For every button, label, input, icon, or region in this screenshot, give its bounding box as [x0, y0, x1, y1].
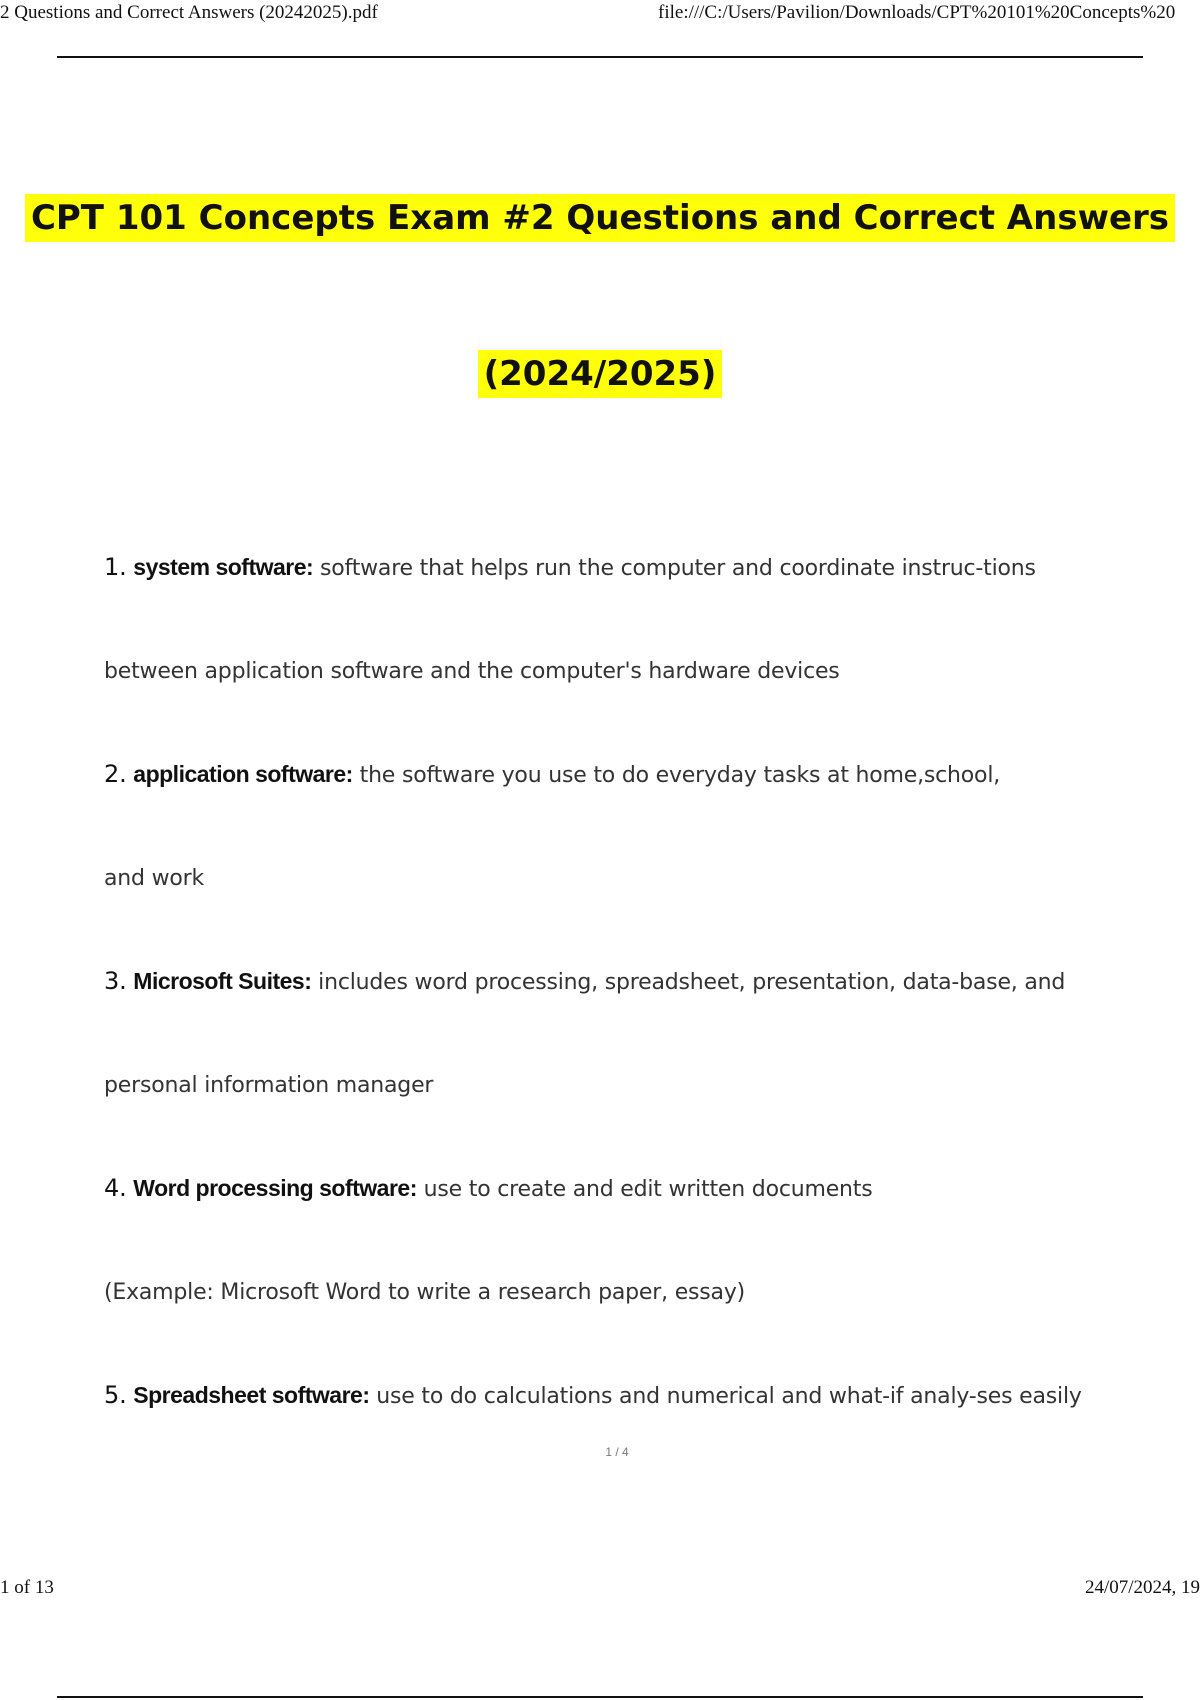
item-number: 2.: [104, 760, 127, 788]
item-definition: the software you use to do everyday tasks at home,school,: [359, 763, 1001, 788]
list-item: [104, 930, 1124, 1137]
item-definition-continued: personal information manager: [104, 1073, 434, 1098]
document-title: [0, 198, 1200, 238]
document-title-line1: CPT 101 Concepts Exam #2 Questions and Correct Answers: [25, 194, 1175, 242]
item-term: Spreadsheet software:: [133, 1382, 370, 1408]
item-term: system software:: [133, 554, 314, 580]
print-header: [0, 0, 1200, 28]
question-answer-list: [104, 516, 1124, 1448]
item-number: 5.: [104, 1381, 127, 1409]
list-item-line: [104, 1344, 1124, 1448]
item-number: 3.: [104, 967, 127, 995]
header-divider: [57, 56, 1143, 58]
item-definition-continued: between application software and the computer's hardware devices: [104, 659, 840, 684]
list-item-line: [104, 930, 1124, 1034]
list-item: [104, 516, 1124, 723]
item-definition: includes word processing, spreadsheet, presentation, data-base, and: [318, 970, 1066, 995]
print-header-doc-name: 2 Questions and Correct Answers (20242025).pdf: [0, 2, 378, 23]
document-title-year: [0, 354, 1200, 394]
list-item: [104, 723, 1124, 930]
item-number: 4.: [104, 1174, 127, 1202]
item-definition: use to do calculations and numerical and what-if analy-ses easily: [376, 1384, 1082, 1409]
item-term: Word processing software:: [133, 1175, 417, 1201]
list-item-line: [104, 723, 1124, 827]
print-header-url: file:///C:/Users/Pavilion/Downloads/CPT%20101%20Concepts%20: [658, 2, 1176, 23]
item-definition-continued: (Example: Microsoft Word to write a research paper, essay): [104, 1280, 746, 1305]
item-term: application software:: [133, 761, 353, 787]
list-item: [104, 1344, 1124, 1448]
list-item-line: [104, 516, 1124, 620]
list-item-line: [104, 1137, 1124, 1241]
print-footer-page-count: 1 of 13: [0, 1577, 54, 1598]
footer-divider: [57, 1696, 1143, 1698]
document-title-line2: (2024/2025): [478, 350, 723, 398]
print-footer-datetime: 24/07/2024, 19: [1085, 1577, 1200, 1598]
item-definition-continued: and work: [104, 866, 205, 891]
page-indicator: 1 / 4: [605, 1445, 629, 1459]
list-item: [104, 1137, 1124, 1344]
item-definition: use to create and edit written documents: [423, 1177, 873, 1202]
item-definition: software that helps run the computer and coordinate instruc-tions: [320, 556, 1036, 581]
item-number: 1.: [104, 553, 127, 581]
item-term: Microsoft Suites:: [133, 968, 312, 994]
